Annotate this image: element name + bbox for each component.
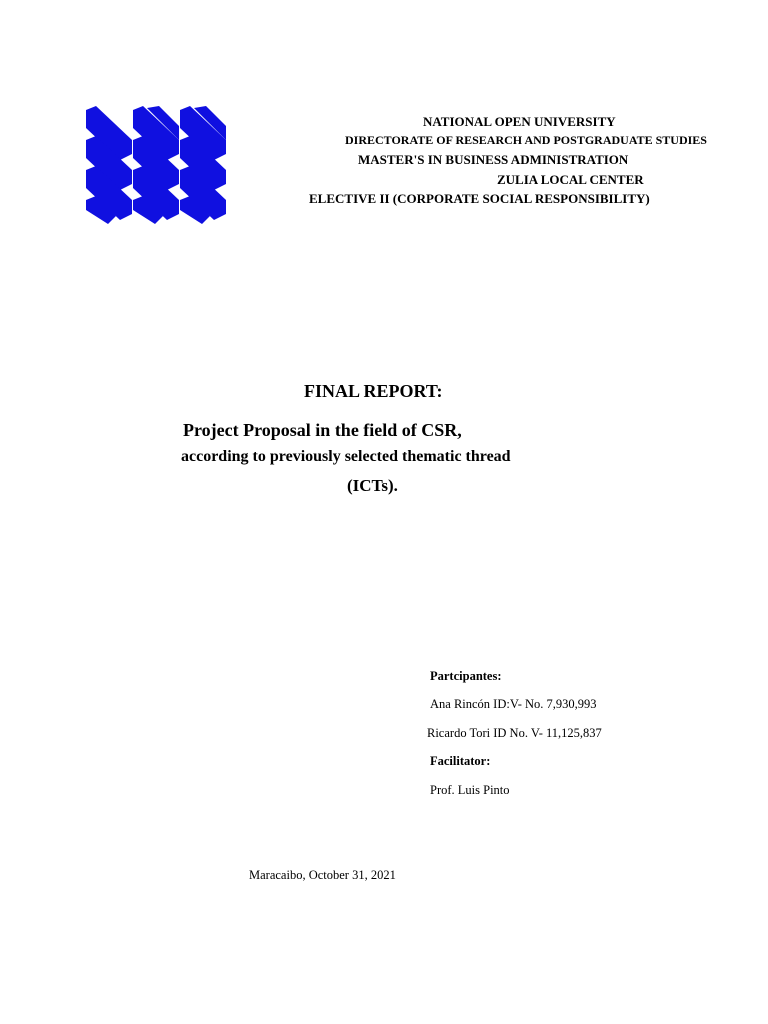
place-date: Maracaibo, October 31, 2021 (249, 868, 396, 882)
university-name: NATIONAL OPEN UNIVERSITY (423, 114, 616, 129)
university-logo-icon (86, 106, 226, 228)
report-title-line1: Project Proposal in the field of CSR, (183, 420, 462, 440)
report-title-line2: according to previously selected thematic thread (181, 448, 511, 465)
course-name: ELECTIVE II (CORPORATE SOCIAL RESPONSIBILITY) (309, 191, 650, 206)
facilitator-name: Prof. Luis Pinto (430, 783, 510, 797)
program-name: MASTER'S IN BUSINESS ADMINISTRATION (358, 152, 629, 167)
participant-1: Ana Rincón ID:V- No. 7,930,993 (430, 697, 597, 711)
participant-2: Ricardo Tori ID No. V- 11,125,837 (427, 726, 602, 740)
facilitator-label: Facilitator: (430, 754, 491, 768)
report-heading: FINAL REPORT: (304, 381, 443, 401)
center-name: ZULIA LOCAL CENTER (497, 172, 644, 187)
participants-label: Partcipantes: (430, 669, 502, 683)
directorate-name: DIRECTORATE OF RESEARCH AND POSTGRADUATE STUDIES (345, 133, 707, 147)
report-title-line3: (ICTs). (347, 476, 398, 495)
